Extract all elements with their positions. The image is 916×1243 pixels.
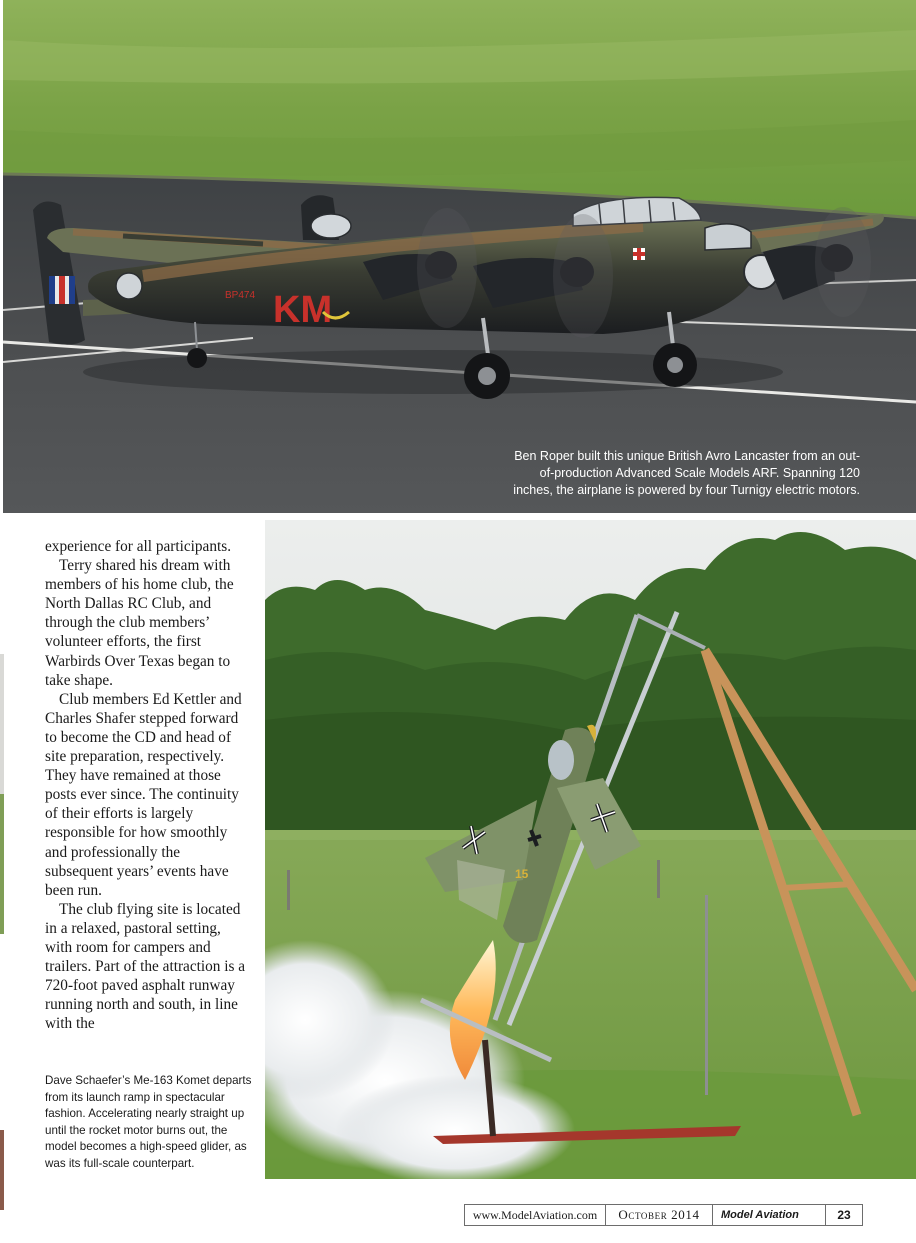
footer-magazine-name: Model Aviation bbox=[713, 1205, 826, 1225]
article-paragraph: experience for all participants. bbox=[45, 538, 232, 555]
article-paragraph: The club flying site is located in a relaxed, pastoral setting, with room for campers and trailers. Part of the attraction is a 720-foot paved asphalt runway running north and south, in line with the bbox=[45, 900, 246, 1033]
article-paragraph: Club members Ed Kettler and Charles Shafer stepped forward to become the CD and head of site preparation, respectively. They have remained at those posts ever since. The continuity of their efforts is largely responsible for how smoothly and professionally the subsequent years’ events have been run. bbox=[45, 690, 242, 899]
aircraft-serial: BP474 bbox=[225, 290, 256, 301]
lancaster-photo bbox=[3, 0, 916, 513]
lancaster-caption: Ben Roper built this unique British Avro Lancaster from an out-of-production Advanced Scale Models ARF. Spanning 120 inches, the airplane is powered by four Turnigy electric motors. bbox=[513, 449, 860, 497]
adjacent-page-edge bbox=[0, 654, 4, 794]
komet-caption: Dave Schaefer’s Me-163 Komet departs from its launch ramp in spectacular fashion. Accelerating nearly straight up until the rocket motor burns out, the model becomes a high-speed glider, as was its full-scale counterpart. bbox=[45, 1074, 252, 1170]
squadron-code: KM bbox=[273, 289, 333, 331]
footer-url[interactable]: www.ModelAviation.com bbox=[465, 1205, 606, 1225]
komet-photo bbox=[265, 520, 916, 1179]
footer-page-number: 23 bbox=[837, 1208, 851, 1222]
footer-issue-date: October 2014 bbox=[606, 1205, 713, 1225]
page-footer bbox=[464, 1204, 863, 1226]
article-paragraph: Terry shared his dream with members of his home club, the North Dallas RC Club, and through the club members’ volunteer efforts, the first Warbirds Over Texas began to take shape. bbox=[45, 557, 234, 689]
adjacent-page-edge bbox=[0, 794, 4, 934]
adjacent-page-edge bbox=[0, 1130, 4, 1210]
komet-fin-code: 15 bbox=[515, 867, 529, 881]
article-body bbox=[45, 537, 250, 1033]
